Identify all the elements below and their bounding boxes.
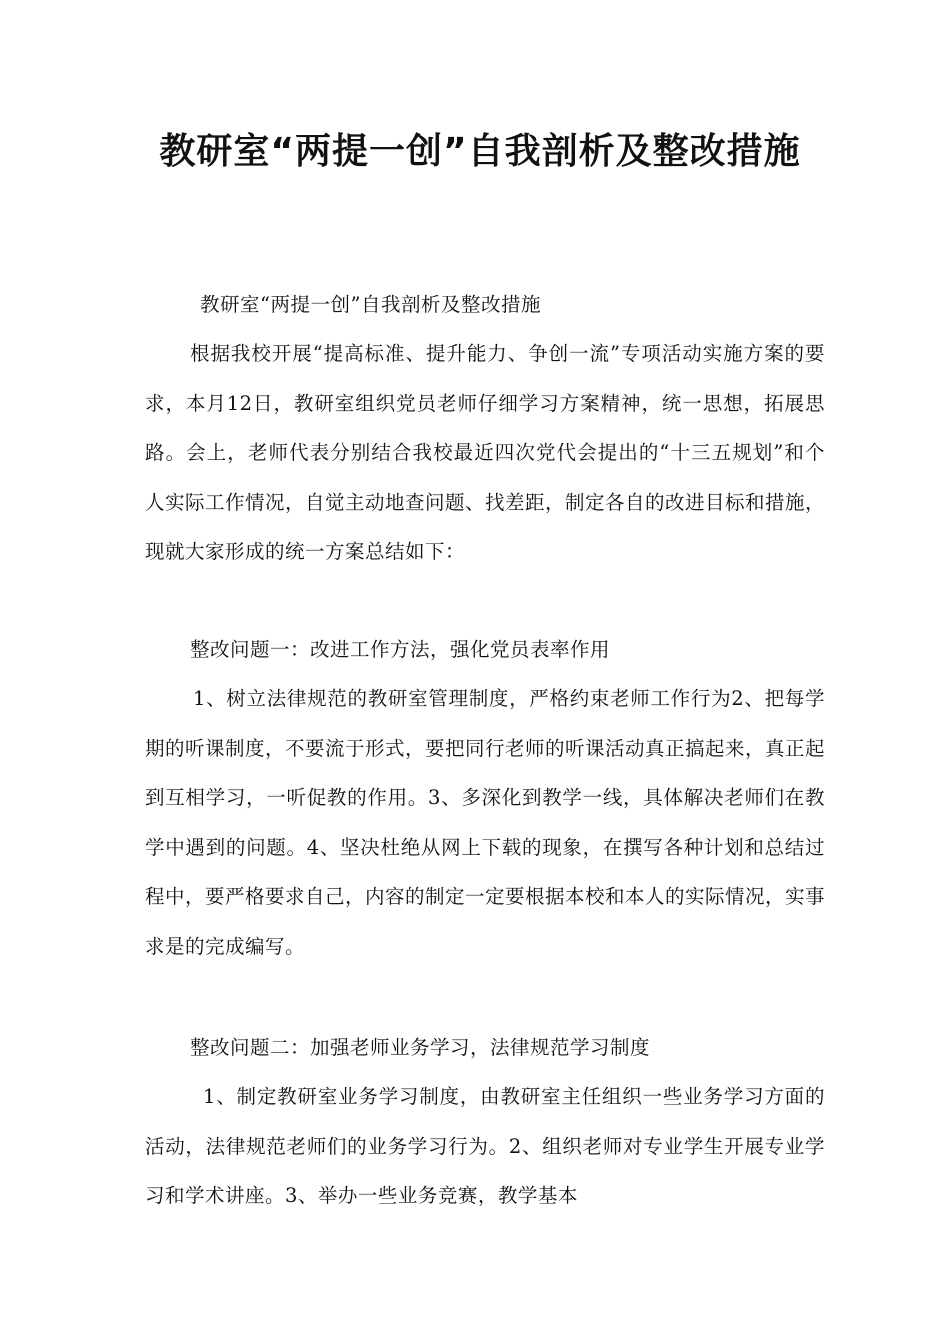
section-1-paragraph: 1、树立法律规范的教研室管理制度，严格约束老师工作行为2、把每学期的听课制度，不要流于形式，要把同行老师的听课活动真正搞起来，真正起到互相学习，一听促教的作用。3、多深化到教学一线，具体解决老师们在教学中遇到的问题。4、坚决杜绝从网上下载的现象，在撰写各种计划和总结过程中，要严格要求自己，内容的制定一定要根据本校和本人的实际情况，实事求是的完成编写。	[145, 687, 826, 958]
section-heading-2: 整改问题二：加强老师业务学习，法律规范学习制度	[190, 1036, 651, 1059]
section-2-paragraph: 1、制定教研室业务学习制度，由教研室主任组织一些业务学习方面的活动，法律规范老师们的业务学习行为。2、组织老师对专业学生开展专业学习和学术讲座。3、举办一些业务竞赛，教学基本	[145, 1085, 825, 1207]
section-heading-1: 整改问题一：改进工作方法，强化党员表率作用	[190, 638, 611, 661]
document-title: 教研室“两提一创”自我剖析及整改措施	[159, 131, 801, 172]
document-subtitle: 教研室“两提一创”自我剖析及整改措施	[200, 293, 541, 316]
intro-paragraph: 根据我校开展“提高标准、提升能力、争创一流”专项活动实施方案的要求，本月12日，教研室组织党员老师仔细学习方案精神，统一思想，拓展思路。会上，老师代表分别结合我校最近四次党代会提出的“十三五规划”和个人实际工作情况，自觉主动地查问题、找差距，制定各自的改进目标和措施，现就大家形成的统一方案总结如下：	[145, 342, 826, 563]
